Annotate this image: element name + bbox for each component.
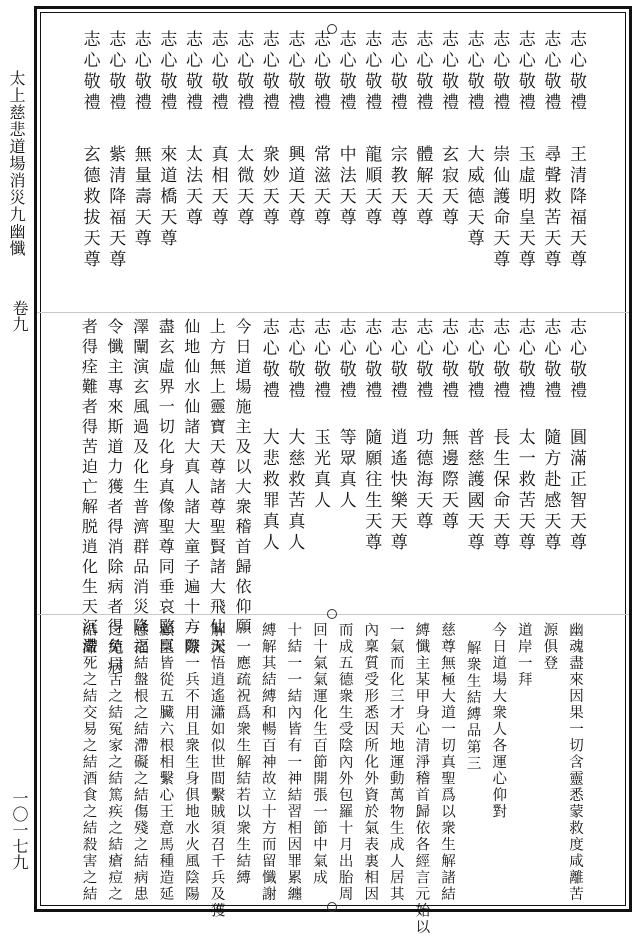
invocation-head: 志心敬禮 — [438, 318, 458, 402]
deity-name: 隨方赴感天尊 — [540, 428, 561, 554]
binding-circle — [327, 609, 337, 619]
prose-line: 上方無上靈寶天尊諸尊聖賢諸大飛仙天 — [207, 318, 227, 658]
invocation-head: 志心敬禮 — [566, 318, 586, 402]
text-line: 十結一一結內皆有一神結習相因罪累纏 — [285, 622, 302, 903]
invocation-head: 志心敬禮 — [335, 318, 356, 402]
invocation-head: 志心敬禮 — [489, 318, 510, 402]
deity-name: 逍遙快樂天尊 — [386, 428, 407, 554]
deity-name: 普慈護國天尊 — [463, 428, 484, 554]
text-line: 道岸一拜 — [515, 622, 532, 688]
deity-name: 長生保命天尊 — [489, 428, 510, 554]
prose-line: 仙地仙水仙諸大真人諸大童子遍十方際 — [181, 318, 201, 658]
fold-line — [37, 312, 629, 313]
text-line: 一一應疏祝爲衆生解結若以衆生結縛 — [234, 622, 251, 886]
deity-name: 玉光真人 — [310, 428, 330, 512]
side-volume: 卷九 — [10, 300, 29, 332]
text-line: 解深悟逍遙瀟如似世間繫賊須召千兵及獲 — [208, 622, 225, 919]
text-line: 顧稟皆從五臟六根相繫心王意馬種造延 — [157, 622, 174, 903]
invocation-head: 志心敬禮 — [258, 30, 279, 114]
deity-name: 無量壽天尊 — [130, 145, 151, 250]
invocation-head: 志心敬禮 — [310, 30, 330, 114]
text-line: 感之結盤根之結滯礙之結傷殘之結病患 — [131, 622, 148, 903]
invocation-head: 志心敬禮 — [310, 318, 330, 402]
deity-name: 太微天尊 — [233, 145, 254, 229]
invocation-head: 志心敬禮 — [182, 30, 202, 114]
text-line: 源俱登 — [541, 622, 558, 672]
text-line: 內稟質受形悉因所化外資於氣表裏相因 — [362, 622, 379, 903]
text-line: 之結口舌之結冤家之結篤疾之結瘡痘之 — [106, 622, 123, 903]
invocation-head: 志心敬禮 — [438, 30, 458, 114]
deity-name: 王清降福天尊 — [566, 145, 586, 271]
invocation-head: 志心敬禮 — [233, 30, 254, 114]
deity-name: 衆妙天尊 — [258, 145, 279, 229]
text-line: 結嚴死之結交易之結酒食之結殺害之結 — [80, 622, 97, 903]
deity-name: 來道橋天尊 — [156, 145, 177, 250]
invocation-head: 志心敬禮 — [361, 30, 382, 114]
invocation-head: 志心敬禮 — [335, 30, 356, 114]
deity-name: 功德海天尊 — [412, 428, 433, 533]
invocation-head: 志心敬禮 — [207, 30, 228, 114]
invocation-head: 志心敬禮 — [284, 30, 305, 114]
invocation-head: 志心敬禮 — [361, 318, 382, 402]
deity-name: 興道天尊 — [284, 145, 305, 229]
invocation-head: 志心敬禮 — [156, 30, 177, 114]
deity-name: 玄寂天尊 — [438, 145, 458, 229]
deity-name: 大悲救罪真人 — [258, 428, 279, 554]
deity-name: 龍順天尊 — [361, 145, 382, 229]
deity-name: 圓滿正智天尊 — [566, 428, 586, 554]
deity-name: 等眾真人 — [335, 428, 356, 512]
frame-inner-border — [40, 12, 626, 906]
binding-circle — [327, 902, 337, 912]
invocation-head: 志心敬禮 — [514, 318, 535, 402]
text-line: 縛懺主某甲身心清淨稽首歸依各經言元始以 — [413, 622, 430, 936]
invocation-head: 志心敬禮 — [258, 318, 279, 402]
invocation-head: 志心敬禮 — [130, 30, 151, 114]
deity-name: 大慈救苦真人 — [284, 428, 305, 554]
prose-line: 今日道場施主及以大衆稽首歸依仰願 — [233, 318, 252, 638]
invocation-head: 志心敬禮 — [386, 318, 407, 402]
prose-line: 者得痊難者得苦迫亡解脱逍化生天沉滯 — [79, 318, 99, 658]
text-line: 一氣而化三才天地運動萬物生成人居其 — [387, 622, 404, 903]
prose-line: 令懺主專來斯道力獲者得消除病者得免病 — [105, 318, 124, 678]
deity-name: 太一救苦天尊 — [514, 428, 535, 554]
deity-name: 尋聲救苦天尊 — [540, 145, 561, 271]
side-page-number: 一〇一七九 — [10, 790, 29, 870]
text-line: 解衆生結縛品第三 — [464, 640, 481, 772]
invocation-head: 志心敬禮 — [463, 30, 484, 114]
invocation-head: 志心敬禮 — [463, 318, 484, 402]
deity-name: 體解天尊 — [412, 145, 433, 229]
invocation-head: 志心敬禮 — [540, 30, 561, 114]
text-line: 幽魂盡來因果一切含靈悉蒙救度咸離苦 — [567, 622, 583, 903]
invocation-head: 志心敬禮 — [386, 30, 407, 114]
deity-name: 太法天尊 — [182, 145, 202, 229]
text-line: 回十氣氣運化生百節開張一節中氣成 — [311, 622, 327, 886]
invocation-head: 志心敬禮 — [540, 318, 561, 402]
invocation-head: 志心敬禮 — [412, 30, 433, 114]
deity-name: 真相天尊 — [207, 145, 228, 229]
text-line: 而成五德衆生受陰內外包羅十月出胎周 — [336, 622, 353, 903]
deity-name: 紫清降福天尊 — [105, 145, 126, 271]
deity-name: 無邊際天尊 — [438, 428, 458, 533]
deity-name: 隨願往生天尊 — [361, 428, 382, 554]
deity-name: 宗教天尊 — [386, 145, 407, 229]
invocation-head: 志心敬禮 — [284, 318, 305, 402]
text-line: 今日道場大衆人各運心仰對 — [490, 622, 507, 820]
text-line: 縛解其結縛和暢百神故立十方而留懺謝 — [259, 622, 276, 903]
deity-name: 大威德天尊 — [463, 145, 484, 250]
deity-name: 玄德救拔天尊 — [79, 145, 100, 271]
side-title: 太上慈悲道場消災九幽懺 — [7, 70, 26, 257]
invocation-head: 志心敬禮 — [566, 30, 586, 114]
invocation-head: 志心敬禮 — [489, 30, 510, 114]
text-line: 慈尊無極大道一切真聖爲以衆生解諸結 — [439, 622, 455, 903]
prose-line: 盡玄虛界一切化身真像聖尊同垂哀愍巨 — [156, 318, 176, 658]
deity-name: 崇仙護命天尊 — [489, 145, 510, 271]
deity-name: 中法天尊 — [335, 145, 356, 229]
invocation-head: 志心敬禮 — [105, 30, 126, 114]
invocation-head: 志心敬禮 — [79, 30, 100, 114]
deity-name: 常滋天尊 — [310, 145, 330, 229]
prose-line: 澤闡演玄風過及化生普濟群品消災降福 — [130, 318, 150, 658]
invocation-head: 志心敬禮 — [412, 318, 433, 402]
invocation-head: 志心敬禮 — [514, 30, 535, 114]
text-line: 一賊一兵不用且衆生身俱地水火風陰陽 — [183, 622, 199, 903]
deity-name: 玉虛明皇天尊 — [514, 145, 535, 271]
